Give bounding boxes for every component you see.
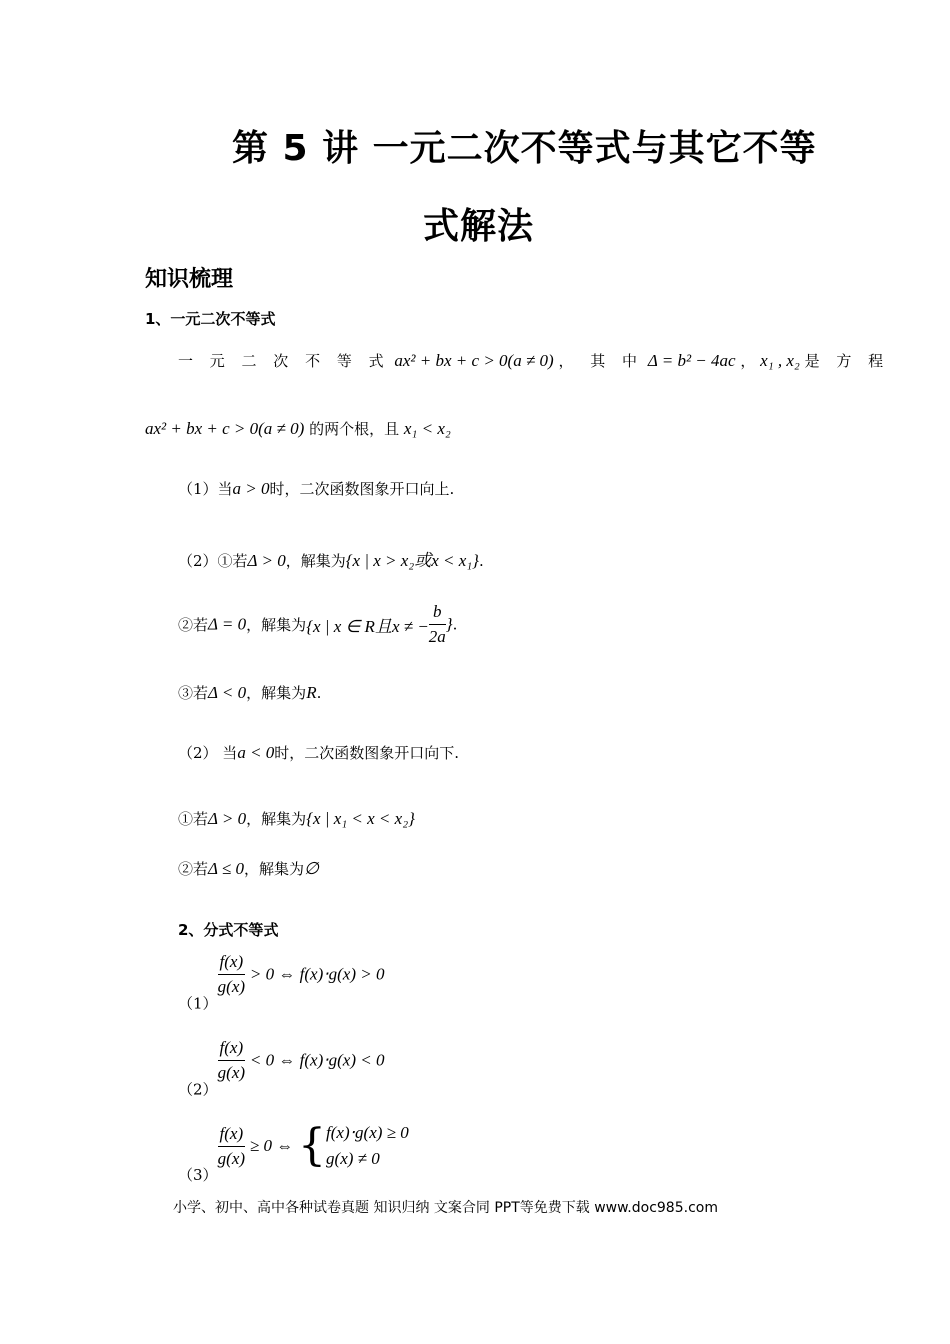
rule-label: （1） (178, 994, 218, 1013)
intro-math-inequality: ax² + bx + c > 0(a ≠ 0) (394, 351, 554, 370)
intro-text-c: ， (740, 352, 756, 370)
fraction-denominator: g(x) (217, 1148, 246, 1168)
rule-relation: ≥ 0 ⇔ (249, 1136, 294, 1155)
case-delta-positive (178, 546, 484, 571)
fraction-f-over-g (218, 1122, 246, 1171)
page-title-line1: 第 5 讲 一元二次不等式与其它不等 (232, 128, 817, 169)
case-label: （2）①若 (178, 552, 248, 570)
case-a-negative (178, 742, 459, 763)
fraction-numerator: f(x) (218, 950, 246, 975)
solution-set: {x | x₁ < x < x₂} (306, 809, 415, 828)
case-label: ②若 (178, 860, 209, 878)
fraction-rule-3 (178, 1120, 409, 1185)
case-delta-negative (178, 682, 321, 703)
rule-relation: > 0 ⇔ f(x)⋅g(x) > 0 (249, 964, 385, 984)
fraction-b-over-2a (429, 600, 446, 649)
fraction-numerator: f(x) (218, 1122, 246, 1147)
case-text: ，解集为 (285, 552, 346, 570)
case-math: Δ < 0 (208, 683, 247, 702)
case-label: ③若 (178, 684, 209, 702)
case-text: 时，二次函数图象开口向下. (274, 744, 460, 762)
solution-set: R (306, 683, 317, 702)
case-math: Δ > 0 (247, 551, 286, 570)
case-text: ，解集为 (246, 684, 307, 702)
case-text: ，解集为 (244, 860, 305, 878)
case-math: Δ > 0 (208, 809, 247, 828)
fraction-numerator: b (429, 600, 446, 625)
period: . (452, 615, 458, 634)
intro-line-2 (145, 418, 451, 439)
case-math: Δ = 0 (208, 614, 247, 634)
solution-set: {x | x > x₂或x < x₁} (345, 551, 479, 570)
case-delta-zero (178, 600, 457, 649)
line2-text: 的两个根，且 (309, 420, 400, 438)
fraction-rule-2 (178, 1036, 384, 1100)
intro-line (178, 350, 889, 371)
case-label: （2） 当 (178, 744, 238, 762)
intro-text-a: 一 元 二 次 不 等 式 (178, 352, 390, 370)
case-math: a > 0 (232, 479, 270, 498)
empty-set-symbol: ∅ (304, 859, 319, 878)
rule-label: （2） (178, 1080, 218, 1099)
solution-set-right: } (445, 614, 453, 634)
case-math: a < 0 (237, 743, 275, 762)
condition-1: f(x)⋅g(x) ≥ 0 (326, 1123, 409, 1142)
line2-math-order: x₁ < x₂ (403, 419, 451, 438)
fraction-numerator: f(x) (218, 1036, 246, 1061)
condition-system (326, 1120, 409, 1172)
period: . (316, 684, 322, 702)
period: . (478, 552, 484, 570)
intro-text-d: 是 方 程 (804, 352, 890, 370)
case-text: ，解集为 (246, 616, 307, 634)
case-label: （1）当 (178, 480, 233, 498)
fraction-f-over-g (218, 1036, 246, 1085)
subsection-2-heading: 2、分式不等式 (178, 921, 279, 939)
intro-text-b: ， 其 中 (558, 352, 644, 370)
section-heading: 知识梳理 (145, 267, 234, 292)
case-text: ，解集为 (246, 810, 307, 828)
fraction-denominator: g(x) (217, 977, 246, 996)
solution-set-left: {x | x ∈ R且x ≠ − (306, 617, 429, 636)
case-neg-delta-positive (178, 808, 415, 829)
intro-math-roots: x₁ , x₂ (760, 351, 800, 370)
subsection-1-heading: 1、一元二次不等式 (145, 310, 276, 328)
rule-relation: < 0 ⇔ f(x)⋅g(x) < 0 (249, 1050, 385, 1070)
condition-2: g(x) ≠ 0 (326, 1149, 380, 1168)
fraction-denominator: g(x) (217, 1063, 246, 1082)
fraction-rule-1 (178, 950, 384, 1014)
line2-math-equation: ax² + bx + c > 0(a ≠ 0) (145, 419, 305, 438)
case-neg-delta-nonpositive (178, 858, 319, 879)
case-label: ①若 (178, 810, 209, 828)
case-a-positive (178, 478, 454, 499)
intro-math-discriminant: Δ = b² − 4ac (647, 351, 736, 370)
fraction-f-over-g (218, 950, 246, 999)
case-text: 时，二次函数图象开口向上. (269, 480, 455, 498)
page-title-line2: 式解法 (423, 206, 535, 247)
rule-label: （3） (178, 1166, 218, 1184)
fraction-denominator: 2a (428, 627, 446, 646)
left-brace-symbol: { (298, 1120, 327, 1171)
case-math: Δ ≤ 0 (208, 859, 245, 878)
footer-note: 小学、初中、高中各种试卷真题 知识归纳 文案合同 PPT等免费下载 www.doc985.com (173, 1200, 718, 1216)
case-label: ②若 (178, 616, 209, 634)
